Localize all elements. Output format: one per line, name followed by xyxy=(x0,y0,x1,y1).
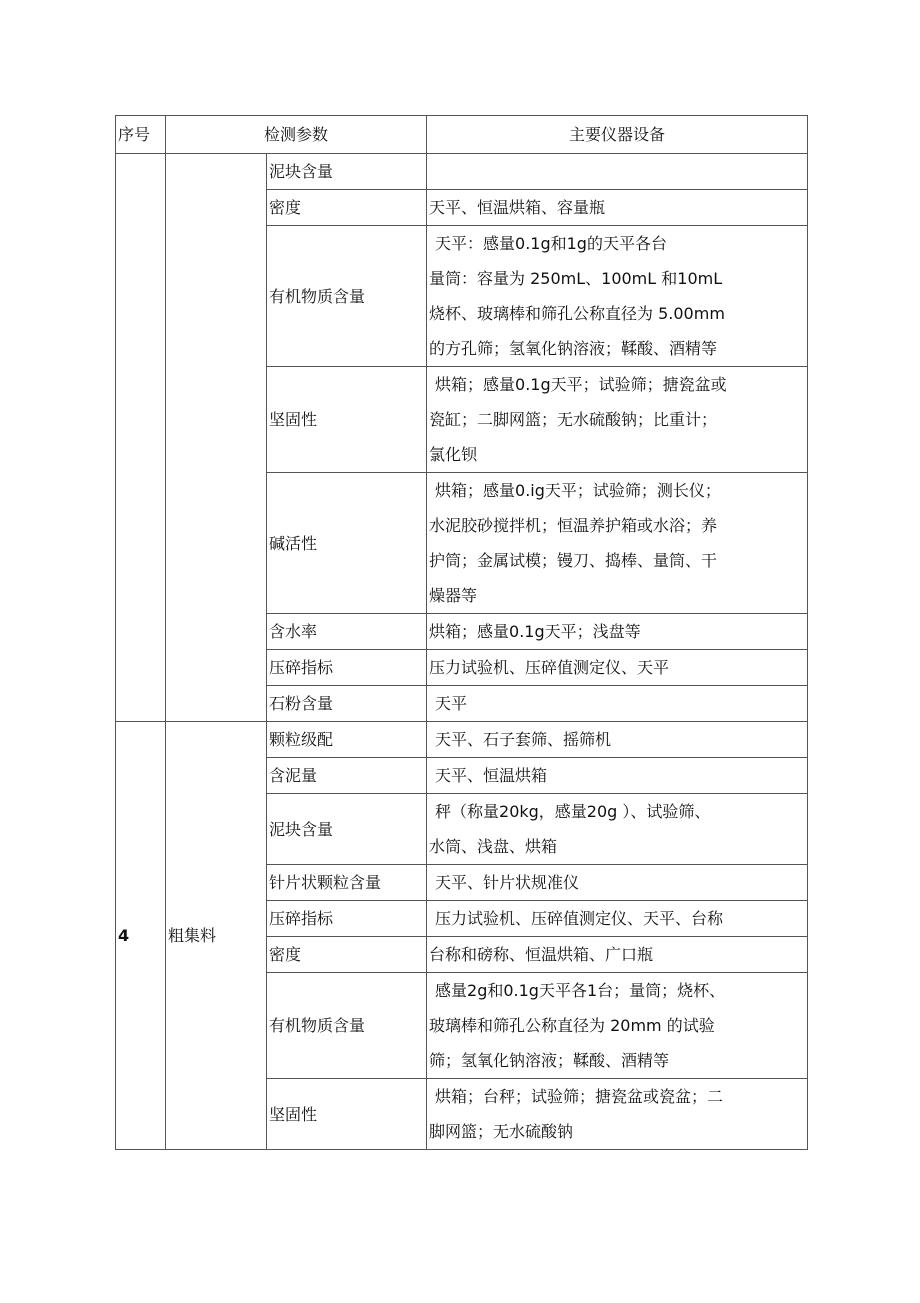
equipment-cell xyxy=(427,722,808,758)
param-cell: 泥块含量 xyxy=(267,794,427,865)
equipment-line: 烘箱；感量0.1g天平；浅盘等 xyxy=(429,622,641,641)
equipment-line: 燥器等 xyxy=(429,586,478,605)
equipment-cell xyxy=(427,650,808,686)
equipment-cell xyxy=(427,686,808,722)
equipment-cell xyxy=(427,473,808,614)
equipment-line: 秤（称量20kg，感量20g ）、试验筛、 xyxy=(435,802,711,821)
param-cell: 颗粒级配 xyxy=(267,722,427,758)
equipment-table xyxy=(115,115,808,1150)
equipment-cell xyxy=(427,794,808,865)
equipment-line: 压力试验机、压碎值测定仪、天平、台称 xyxy=(435,909,724,928)
equipment-line: 筛；氢氧化钠溶液；鞣酸、酒精等 xyxy=(429,1051,670,1070)
param-cell: 密度 xyxy=(267,937,427,973)
equipment-line: 护筒；金属试模；镘刀、捣棒、量筒、干 xyxy=(429,551,718,570)
param-cell: 坚固性 xyxy=(267,1079,427,1150)
param-cell: 针片状颗粒含量 xyxy=(267,865,427,901)
equipment-line: 天平、石子套筛、摇筛机 xyxy=(435,730,612,749)
document-page xyxy=(115,115,808,1150)
equipment-line: 瓷缸；二脚网篮；无水硫酸钠；比重计； xyxy=(429,410,718,429)
param-cell: 压碎指标 xyxy=(267,901,427,937)
equipment-cell xyxy=(427,901,808,937)
equipment-line: 压力试验机、压碎值测定仪、天平 xyxy=(429,658,670,677)
equipment-cell xyxy=(427,937,808,973)
param-cell: 石粉含量 xyxy=(267,686,427,722)
equipment-cell xyxy=(427,190,808,226)
param-cell: 有机物质含量 xyxy=(267,973,427,1079)
param-cell: 含水率 xyxy=(267,614,427,650)
table-row xyxy=(116,154,808,190)
equipment-cell xyxy=(427,226,808,367)
equipment-line: 水泥胶砂搅拌机；恒温养护箱或水浴；养 xyxy=(429,516,718,535)
param-cell: 压碎指标 xyxy=(267,650,427,686)
equipment-cell xyxy=(427,758,808,794)
header-equipment: 主要仪器设备 xyxy=(427,116,808,154)
equipment-cell xyxy=(427,865,808,901)
param-cell: 泥块含量 xyxy=(267,154,427,190)
param-cell: 含泥量 xyxy=(267,758,427,794)
param-cell: 坚固性 xyxy=(267,367,427,473)
header-no: 序号 xyxy=(116,116,166,154)
equipment-line: 烧杯、玻璃棒和筛孔公称直径为 5.00mm xyxy=(429,304,725,323)
equipment-line: 的方孔筛；氢氧化钠溶液；鞣酸、酒精等 xyxy=(429,339,718,358)
equipment-line: 天平：感量0.1g和1g的天平各台 xyxy=(435,234,667,253)
equipment-cell xyxy=(427,1079,808,1150)
group-name: 粗集料 xyxy=(166,722,267,1150)
group-number: 4 xyxy=(116,722,166,1150)
equipment-cell xyxy=(427,973,808,1079)
equipment-line: 天平、恒温烘箱 xyxy=(435,766,548,785)
equipment-line: 烘箱；感量0.1g天平；试验筛；搪瓷盆或 xyxy=(435,375,727,394)
param-cell: 有机物质含量 xyxy=(267,226,427,367)
equipment-line: 水筒、浅盘、烘箱 xyxy=(429,837,558,856)
equipment-line: 量筒：容量为 250mL、100mL 和10mL xyxy=(429,269,723,288)
equipment-line: 感量2g和0.1g天平各1台；量筒；烧杯、 xyxy=(435,981,726,1000)
header-param: 检测参数 xyxy=(166,116,427,154)
equipment-cell xyxy=(427,614,808,650)
equipment-line: 天平、恒温烘箱、容量瓶 xyxy=(429,198,606,217)
fine-group-name-cell xyxy=(166,154,267,722)
equipment-line: 天平 xyxy=(435,694,468,713)
equipment-line: 氯化钡 xyxy=(429,445,478,464)
param-cell: 密度 xyxy=(267,190,427,226)
equipment-line: 烘箱；感量0.ig天平；试验筛；测长仪； xyxy=(435,481,721,500)
fine-group-no-cell xyxy=(116,154,166,722)
equipment-line: 天平、针片状规准仪 xyxy=(435,873,580,892)
equipment-line: 台称和磅称、恒温烘箱、广口瓶 xyxy=(429,945,654,964)
table-row xyxy=(116,722,808,758)
param-cell: 碱活性 xyxy=(267,473,427,614)
equipment-line: 脚网篮；无水硫酸钠 xyxy=(429,1122,574,1141)
table-header-row xyxy=(116,116,808,154)
equipment-cell xyxy=(427,367,808,473)
equipment-line: 烘箱；台秤；试验筛；搪瓷盆或瓷盆；二 xyxy=(435,1087,724,1106)
equipment-cell xyxy=(427,154,808,190)
equipment-line: 玻璃棒和筛孔公称直径为 20mm 的试验 xyxy=(429,1016,715,1035)
